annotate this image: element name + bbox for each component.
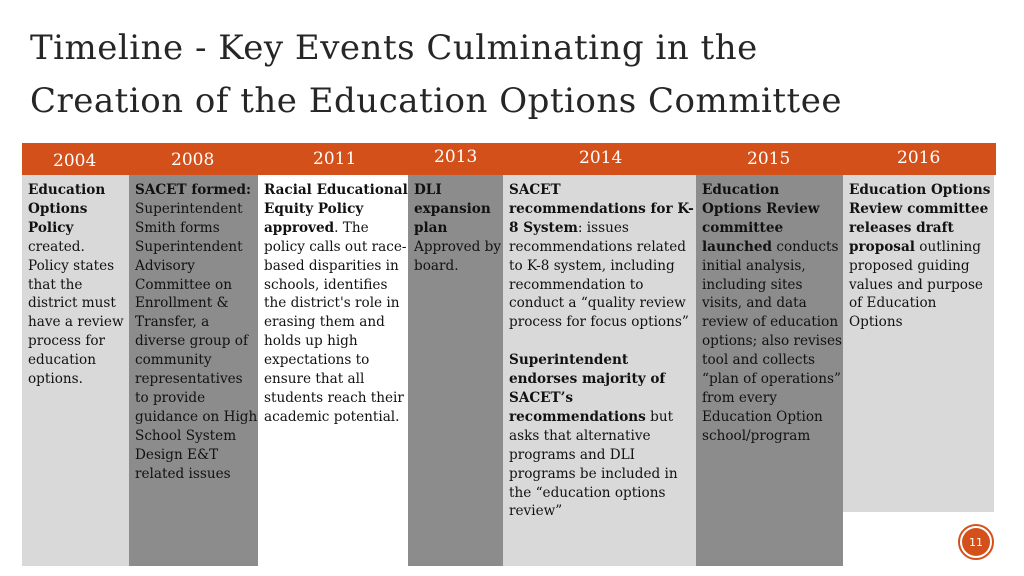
- slide-title: [30, 22, 1010, 128]
- column-text-2004-1: created. Policy states that the district must have a review process for education options.: [28, 238, 124, 388]
- timeline-column-2011: [258, 175, 408, 566]
- year-label-2004: 2004: [53, 151, 97, 171]
- timeline-column-2004: [22, 175, 129, 566]
- timeline-column-2013: [408, 175, 503, 566]
- year-label-2013: 2013: [434, 147, 478, 167]
- column-text-2004-0: Education Options Policy: [28, 182, 106, 236]
- page-number-badge: [958, 524, 994, 560]
- column-text-2014-4: but asks that alternative programs and DLI programs be included in the “education options review”: [509, 408, 678, 520]
- timeline-year-band: [22, 143, 996, 175]
- column-text-2013-1: Approved by board.: [414, 238, 502, 274]
- slide-title-line-1: Timeline - Key Events Culminating in the: [30, 28, 758, 68]
- page-number: 11: [962, 528, 990, 556]
- column-text-2011-1: . The policy calls out race-based disparities in schools, identifies the district's role in erasing them and holds up high expectations to ensure that all students reach their academic potential.: [264, 219, 407, 425]
- year-label-2014: 2014: [579, 148, 623, 168]
- column-text-2008-1: Superintendent Smith forms Superintendent Advisory Committee on Enrollment & Transfer, a diverse group of community representatives to provide guidance on High School System Design E&T related issues: [135, 200, 258, 482]
- timeline-column-2015: [696, 175, 843, 566]
- year-label-2008: 2008: [171, 150, 215, 170]
- year-label-2016: 2016: [897, 148, 941, 168]
- column-text-2016-1: outlining proposed guiding values and purpose of Education Options: [849, 238, 983, 331]
- column-text-2014-1: : issues recommendations related to K-8 system, including recommendation to conduct a “quality review process for focus options”: [509, 219, 689, 331]
- timeline-column-2016: [843, 175, 994, 512]
- column-text-2016-0: Education Options Review committee releases draft proposal: [849, 182, 991, 255]
- year-label-2011: 2011: [313, 149, 357, 169]
- column-text-2014-0: SACET recommendations for K-8 System: [509, 182, 694, 236]
- year-label-2015: 2015: [747, 149, 791, 169]
- slide-title-line-2: Creation of the Education Options Committee: [30, 81, 842, 121]
- column-text-2011-0: Racial Educational Equity Policy approved: [264, 182, 408, 236]
- column-text-2014-3: Superintendent endorses majority of SACET’s recommendations: [509, 352, 666, 425]
- timeline-column-2008: [129, 175, 258, 566]
- column-text-2008-0: SACET formed:: [135, 182, 252, 198]
- timeline-column-2014: [503, 175, 696, 566]
- column-text-2013-0: DLI expansion plan: [414, 182, 491, 236]
- column-text-2015-0: Education Options Review committee launched: [702, 182, 820, 255]
- column-text-2015-1: conducts initial analysis, including sites visits, and data review of education options; also revises tool and collects “plan of operations” from every Education Option school/program: [702, 238, 843, 444]
